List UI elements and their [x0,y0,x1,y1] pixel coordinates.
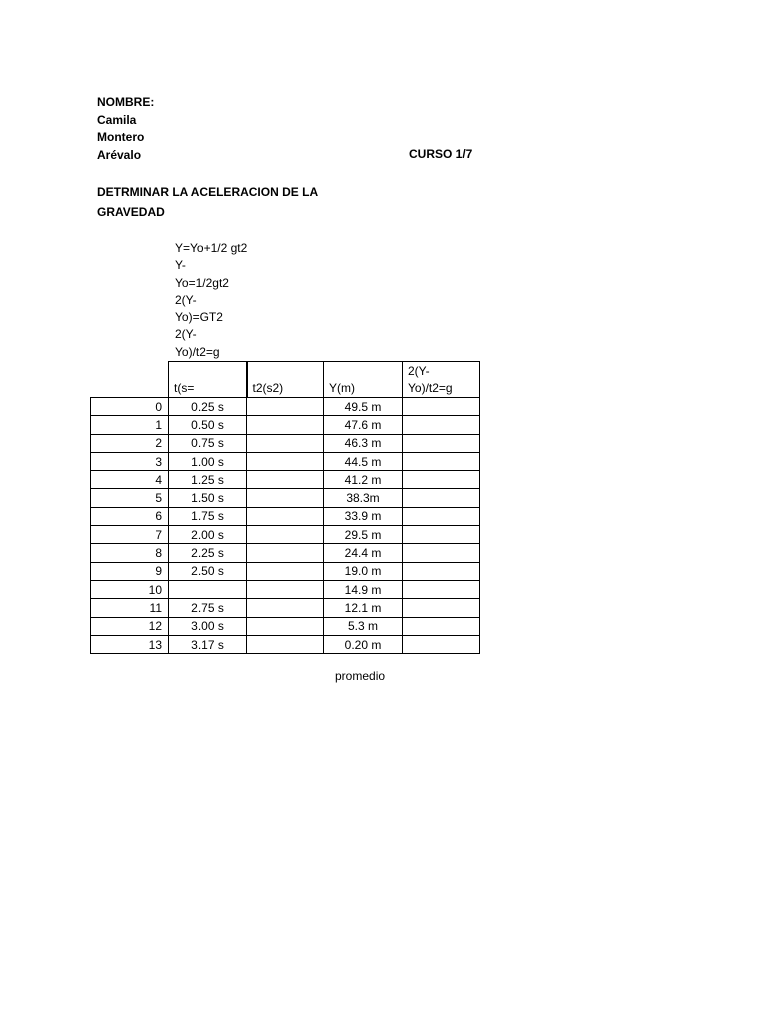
header-index-cell [91,362,169,398]
time-squared-cell [247,526,324,544]
table-row [91,434,480,452]
row-index-cell: 8 [91,544,169,562]
height-cell: 49.5 m [324,398,403,416]
time-cell: 2.50 s [169,562,247,580]
average-label: promedio [335,669,386,683]
name-line-first: Camila [97,112,137,127]
gravity-cell [403,617,480,635]
table-row [91,544,480,562]
height-cell: 29.5 m [324,526,403,544]
time-cell: 0.25 s [169,398,247,416]
header-gravity-line-1: 2(Y- [408,363,430,378]
document-title [97,182,318,222]
height-cell: 12.1 m [324,599,403,617]
formula-line: Yo=1/2gt2 [175,275,229,290]
table-row [91,416,480,434]
gravity-cell [403,507,480,525]
row-index-cell: 11 [91,599,169,617]
header-time-squared: t2(s2) [247,362,324,398]
height-cell: 44.5 m [324,452,403,470]
height-cell: 33.9 m [324,507,403,525]
time-cell: 0.50 s [169,416,247,434]
time-cell: 1.50 s [169,489,247,507]
gravity-cell [403,544,480,562]
time-squared-cell [247,471,324,489]
time-cell: 1.25 s [169,471,247,489]
table-row [91,617,480,635]
formula-line: Yo)/t2=g [175,344,220,359]
time-squared-cell [247,635,324,653]
header-time: t(s= [169,362,247,398]
time-squared-cell [247,617,324,635]
table-row [91,562,480,580]
time-squared-cell [247,398,324,416]
gravity-cell [403,452,480,470]
table-row [91,398,480,416]
title-line-1: DETRMINAR LA ACELERACION DE LA [97,185,319,199]
time-cell: 3.17 s [169,635,247,653]
time-cell: 2.75 s [169,599,247,617]
name-label: NOMBRE: [97,95,155,109]
height-cell: 41.2 m [324,471,403,489]
gravity-cell [403,434,480,452]
gravity-cell [403,526,480,544]
gravity-cell [403,416,480,434]
table-row [91,635,480,653]
time-squared-cell [247,562,324,580]
table-row [91,452,480,470]
gravity-cell [403,562,480,580]
table-row [91,599,480,617]
formula-block [175,240,247,361]
gravity-cell [403,398,480,416]
time-cell [169,580,247,598]
row-index-cell: 12 [91,617,169,635]
height-cell: 0.20 m [324,635,403,653]
time-squared-cell [247,489,324,507]
table-header-row [91,362,480,398]
gravity-cell [403,471,480,489]
gravity-cell [403,489,480,507]
formula-line: 2(Y- [175,327,197,342]
title-line-2: GRAVEDAD [97,205,165,219]
row-index-cell: 0 [91,398,169,416]
row-index-cell: 7 [91,526,169,544]
student-name-block [97,94,154,164]
data-table [90,361,480,654]
row-index-cell: 4 [91,471,169,489]
formula-line: Y=Yo+1/2 gt2 [175,241,248,255]
name-line-last: Arévalo [97,147,142,162]
table-row [91,526,480,544]
height-cell: 5.3 m [324,617,403,635]
height-cell: 38.3m [324,489,403,507]
time-squared-cell [247,416,324,434]
row-index-cell: 6 [91,507,169,525]
height-cell: 14.9 m [324,580,403,598]
height-cell: 47.6 m [324,416,403,434]
formula-line: Yo)=GT2 [175,310,223,325]
gravity-cell [403,635,480,653]
course-label: CURSO 1/7 [409,147,473,161]
row-index-cell: 3 [91,452,169,470]
header-gravity [403,362,480,398]
row-index-cell: 10 [91,580,169,598]
table-row [91,507,480,525]
height-cell: 24.4 m [324,544,403,562]
name-line-middle: Montero [97,130,145,144]
time-cell: 2.00 s [169,526,247,544]
row-index-cell: 5 [91,489,169,507]
header-gravity-line-2: Yo)/t2=g [408,380,453,395]
formula-line: Y- [175,258,186,273]
row-index-cell: 1 [91,416,169,434]
time-cell: 2.25 s [169,544,247,562]
time-squared-cell [247,434,324,452]
table-row [91,489,480,507]
time-squared-cell [247,580,324,598]
time-cell: 1.75 s [169,507,247,525]
time-cell: 3.00 s [169,617,247,635]
time-cell: 1.00 s [169,452,247,470]
row-index-cell: 9 [91,562,169,580]
row-index-cell: 13 [91,635,169,653]
formula-line: 2(Y- [175,292,197,307]
gravity-cell [403,580,480,598]
time-squared-cell [247,599,324,617]
time-cell: 0.75 s [169,434,247,452]
time-squared-cell [247,507,324,525]
gravity-cell [403,599,480,617]
table-row [91,471,480,489]
row-index-cell: 2 [91,434,169,452]
height-cell: 19.0 m [324,562,403,580]
time-squared-cell [247,452,324,470]
time-squared-cell [247,544,324,562]
table-row [91,580,480,598]
height-cell: 46.3 m [324,434,403,452]
header-height: Y(m) [324,362,403,398]
